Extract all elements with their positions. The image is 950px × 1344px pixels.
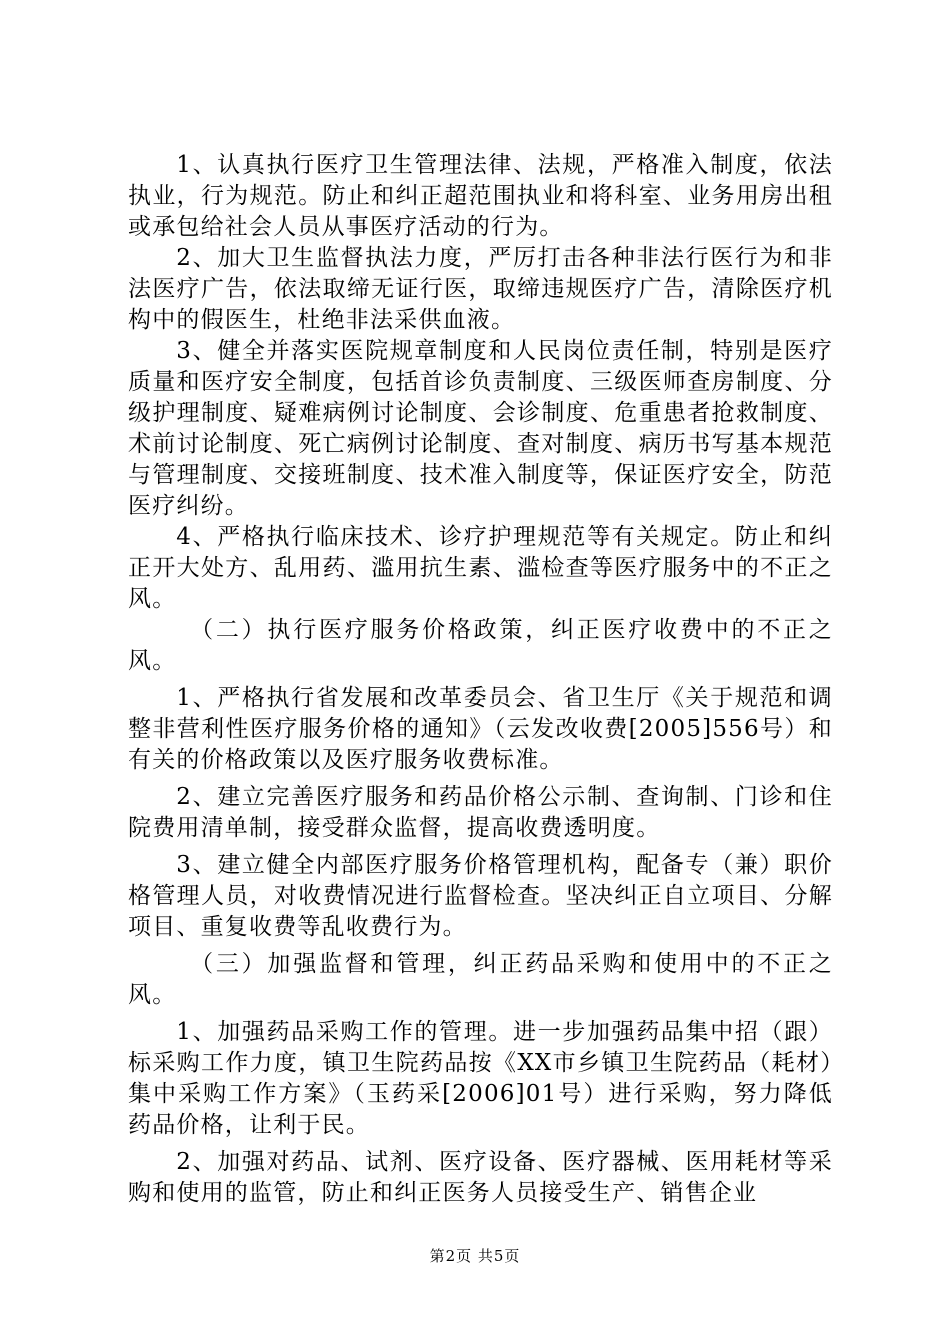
- paragraph-3-1: 1、加强药品采购工作的管理。进一步加强药品集中招（跟）标采购工作力度，镇卫生院药品按《XX市乡镇卫生院药品（耗材）集中采购工作方案》（玉药采[2006]01号）进行采购，努力降低药品价格，让利于民。: [128, 1019, 833, 1138]
- paragraph-1-3: 3、健全并落实医院规章制度和人民岗位责任制，特别是医疗质量和医疗安全制度，包括首诊负责制度、三级医师查房制度、分级护理制度、疑难病例讨论制度、会诊制度、危重患者抢救制度、术前讨论制度、死亡病例讨论制度、查对制度、病历书写基本规范与管理制度、交接班制度、技术准入制度等，保证医疗安全，防范医疗纠纷。: [128, 338, 833, 519]
- page-number-footer: 第2页 共5页: [429, 1247, 521, 1265]
- paragraph-2-3: 3、建立健全内部医疗服务价格管理机构，配备专（兼）职价格管理人员，对收费情况进行监督检查。坚决纠正自立项目、分解项目、重复收费等乱收费行为。: [128, 852, 833, 940]
- section-heading-3: （三）加强监督和管理，纠正药品采购和使用中的不正之风。: [128, 951, 833, 1008]
- paragraph-3-2: 2、加强对药品、试剂、医疗设备、医疗器械、医用耗材等采购和使用的监管，防止和纠正医务人员接受生产、销售企业: [128, 1149, 833, 1206]
- paragraph-2-1: 1、严格执行省发展和改革委员会、省卫生厅《关于规范和调整非营利性医疗服务价格的通知》（云发改收费[2005]556号）和有关的价格政策以及医疗服务收费标准。: [128, 685, 833, 773]
- section-heading-2: （二）执行医疗服务价格政策，纠正医疗收费中的不正之风。: [128, 617, 833, 674]
- paragraph-1-4: 4、严格执行临床技术、诊疗护理规范等有关规定。防止和纠正开大处方、乱用药、滥用抗生素、滥检查等医疗服务中的不正之风。: [128, 524, 833, 612]
- paragraph-1-1: 1、认真执行医疗卫生管理法律、法规，严格准入制度，依法执业，行为规范。防止和纠正超范围执业和将科室、业务用房出租或承包给社会人员从事医疗活动的行为。: [128, 152, 833, 240]
- paragraph-2-2: 2、建立完善医疗服务和药品价格公示制、查询制、门诊和住院费用清单制，接受群众监督，提高收费透明度。: [128, 784, 833, 841]
- document-body: [128, 150, 833, 1209]
- paragraph-1-2: 2、加大卫生监督执法力度，严厉打击各种非法行医行为和非法医疗广告，依法取缔无证行医，取缔违规医疗广告，清除医疗机构中的假医生，杜绝非法采供血液。: [128, 245, 833, 333]
